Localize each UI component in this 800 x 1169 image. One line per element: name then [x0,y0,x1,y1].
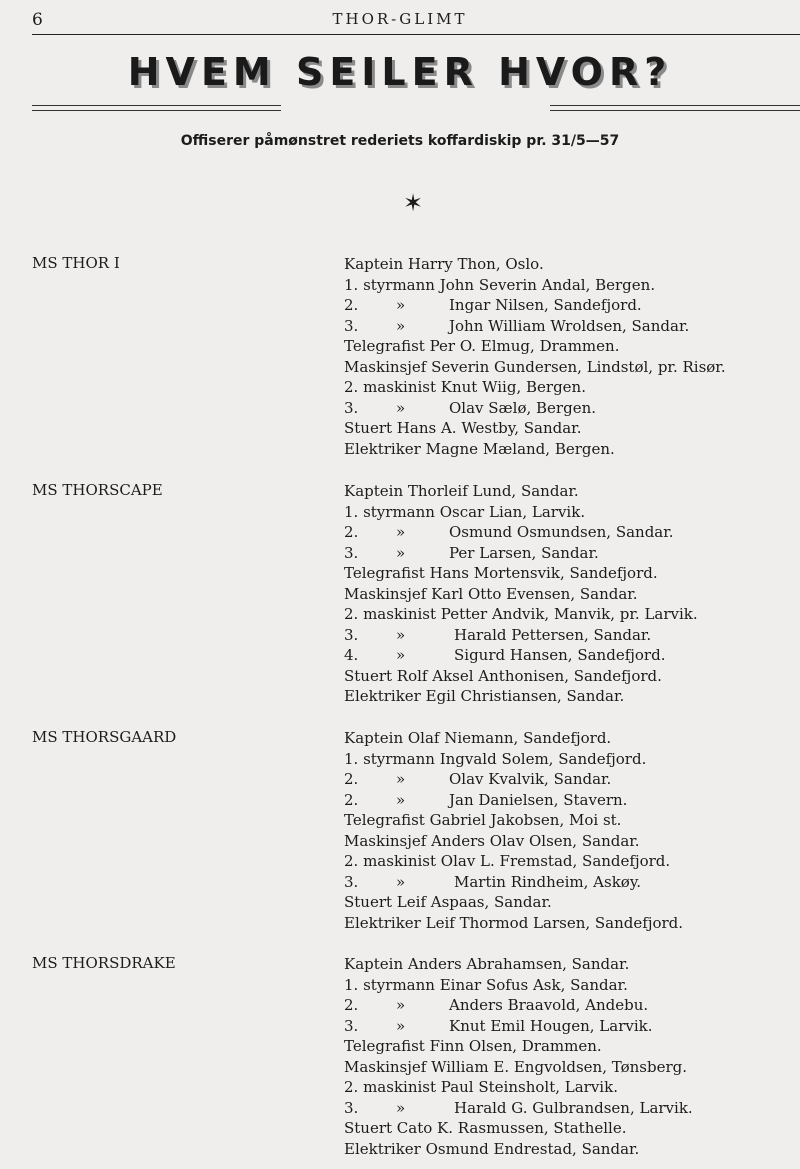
ditto-mark: » [396,646,406,665]
title-rule-right [550,105,800,111]
ditto-mark: » [396,398,406,417]
crew-entry [344,1016,784,1037]
ship-name: MS THOR I [32,254,120,272]
ditto-mark: » [396,872,406,891]
crew-entry: Stuert Hans A. Westby, Sandar. [344,419,582,438]
crew-entry [344,625,784,646]
crew-entry: Maskinsjef Karl Otto Evensen, Sandar. [344,584,638,603]
ditto-mark: » [396,523,406,542]
crew-name: Per Larsen, Sandar. [449,543,599,562]
ship-name: MS THORSGAARD [32,728,177,746]
crew-entry [344,769,784,790]
ship-name: MS THORSDRAKE [32,954,176,972]
crew-entry: Maskinsjef Anders Olav Olsen, Sandar. [344,831,640,850]
crew-entry [344,316,784,337]
crew-entry: Stuert Cato K. Rasmussen, Stathelle. [344,1119,627,1138]
crew-entry [344,543,784,564]
ditto-mark: » [396,1016,406,1035]
star-ornament-icon: ✶ [403,189,424,217]
crew-name: Jan Danielsen, Stavern. [449,790,628,809]
crew-entry: 2. maskinist Knut Wiig, Bergen. [344,378,586,397]
crew-entry [344,522,784,543]
crew-rank: 3. [344,316,359,335]
crew-entry [344,995,784,1016]
crew-entry [344,872,784,893]
ditto-mark: » [396,543,406,562]
crew-rank: 3. [344,872,359,891]
crew-name: Harald Pettersen, Sandar. [454,625,652,644]
crew-name: Olav Kvalvik, Sandar. [449,770,612,789]
crew-entry [344,645,784,666]
crew-name: Olav Sælø, Bergen. [449,398,596,417]
crew-entry: Kaptein Olaf Niemann, Sandefjord. [344,729,612,747]
crew-entry: Telegrafist Hans Mortensvik, Sandefjord. [344,564,658,583]
crew-rank: 3. [344,625,359,644]
crew-entry: Kaptein Anders Abrahamsen, Sandar. [344,955,630,973]
running-title: THOR-GLIMT [332,10,468,28]
crew-name: Harald G. Gulbrandsen, Larvik. [454,1098,693,1117]
crew-rank: 2. [344,996,359,1015]
ditto-mark: » [396,296,406,315]
page-title: HVEM SEILER HVOR? [127,50,673,94]
subtitle: Offiserer påmønstret rederiets koffardiskip pr. 31/5—57 [180,133,620,149]
crew-entry: Telegrafist Per O. Elmug, Drammen. [344,337,620,356]
crew-name: Martin Rindheim, Askøy. [454,872,642,891]
crew-entry [344,790,784,811]
crew-entry: Stuert Rolf Aksel Anthonisen, Sandefjord. [344,666,662,685]
crew-rank: 2. [344,770,359,789]
crew-entry: 2. maskinist Petter Andvik, Manvik, pr. Larvik. [344,605,698,624]
crew-entry: Elektriker Magne Mæland, Bergen. [344,439,615,458]
crew-entry: Elektriker Egil Christiansen, Sandar. [344,687,625,706]
title-rule-left [32,105,281,111]
ditto-mark: » [396,625,406,644]
crew-rank: 3. [344,1016,359,1035]
crew-entry [344,398,784,419]
crew-entry: Maskinsjef Severin Gundersen, Lindstøl, pr. Risør. [344,357,726,376]
crew-name: Knut Emil Hougen, Larvik. [449,1016,653,1035]
crew-name: John William Wroldsen, Sandar. [449,316,690,335]
crew-list [344,254,784,459]
ditto-mark: » [396,770,406,789]
ditto-mark: » [396,790,406,809]
crew-entry: Telegrafist Finn Olsen, Drammen. [344,1037,602,1056]
top-rule [32,34,800,35]
crew-entry: Maskinsjef William E. Engvoldsen, Tønsberg. [344,1057,687,1076]
crew-entry: 1. styrmann John Severin Andal, Bergen. [344,275,656,294]
ditto-mark: » [396,316,406,335]
crew-entry: Kaptein Harry Thon, Oslo. [344,255,544,273]
crew-rank: 3. [344,543,359,562]
crew-entry: 1. styrmann Oscar Lian, Larvik. [344,502,586,521]
page-number: 6 [32,10,43,30]
crew-list [344,728,784,933]
crew-entry: Stuert Leif Aspaas, Sandar. [344,893,552,912]
crew-entry: Kaptein Thorleif Lund, Sandar. [344,482,579,500]
crew-rank: 3. [344,1098,359,1117]
crew-name: Osmund Osmundsen, Sandar. [449,523,674,542]
crew-entry: 2. maskinist Paul Steinsholt, Larvik. [344,1078,618,1097]
crew-entry: 2. maskinist Olav L. Fremstad, Sandefjord. [344,852,671,871]
crew-list [344,954,784,1159]
crew-rank: 2. [344,296,359,315]
ditto-mark: » [396,996,406,1015]
crew-list [344,481,784,707]
crew-entry: 1. styrmann Einar Sofus Ask, Sandar. [344,975,628,994]
crew-rank: 3. [344,398,359,417]
crew-entry [344,1098,784,1119]
crew-entry: Elektriker Osmund Endrestad, Sandar. [344,1139,640,1158]
crew-name: Sigurd Hansen, Sandefjord. [454,646,666,665]
crew-entry: 1. styrmann Ingvald Solem, Sandefjord. [344,749,647,768]
crew-name: Ingar Nilsen, Sandefjord. [449,296,642,315]
crew-rank: 4. [344,646,359,665]
crew-rank: 2. [344,523,359,542]
ditto-mark: » [396,1098,406,1117]
crew-entry: Telegrafist Gabriel Jakobsen, Moi st. [344,811,622,830]
crew-rank: 2. [344,790,359,809]
crew-entry: Elektriker Leif Thormod Larsen, Sandefjord. [344,913,684,932]
ship-name: MS THORSCAPE [32,481,163,499]
crew-entry [344,295,784,316]
crew-name: Anders Braavold, Andebu. [449,996,649,1015]
